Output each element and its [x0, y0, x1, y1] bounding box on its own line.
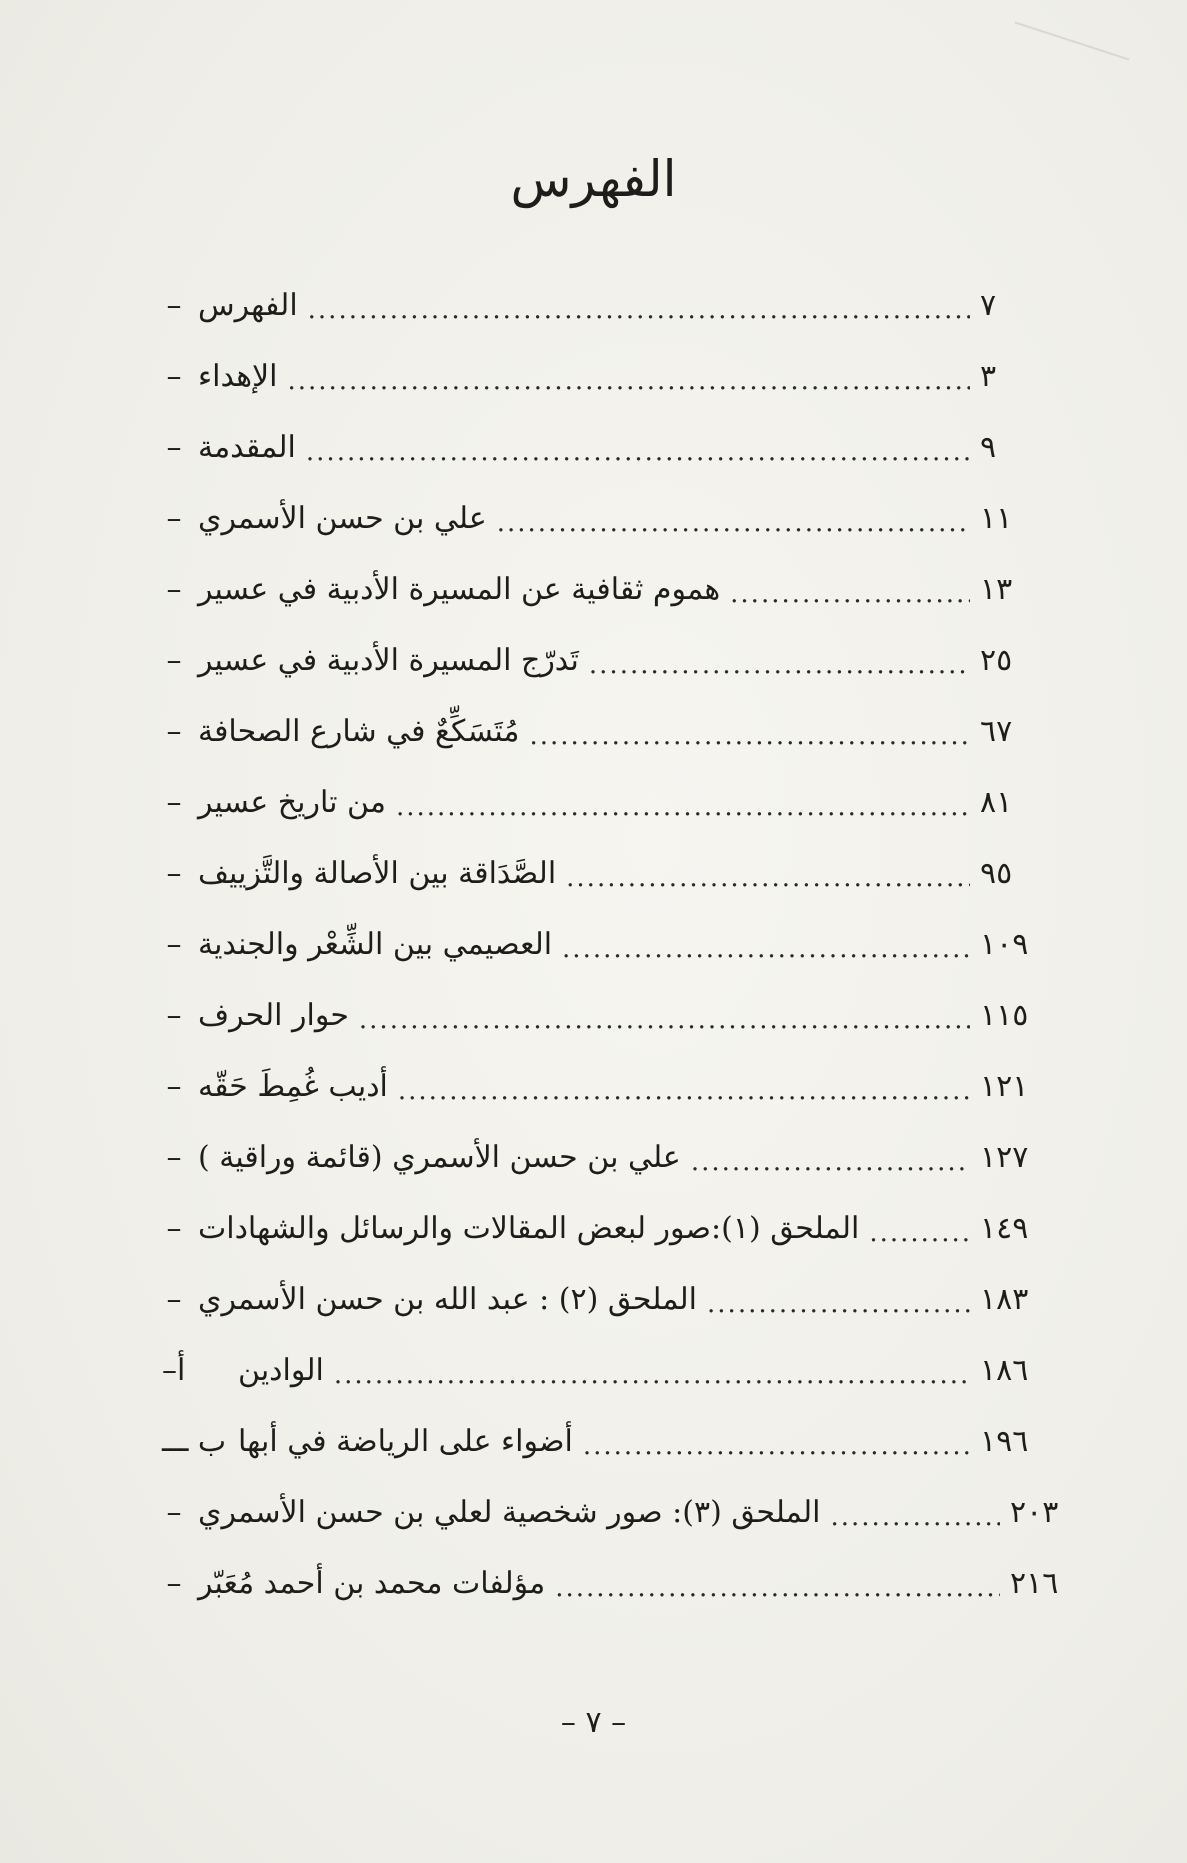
entry-title: العصيمي بين الشِّعْر والجندية [198, 927, 553, 962]
dot-leader [287, 366, 970, 396]
entry-page-number: ١٤٩ [980, 1211, 1029, 1246]
entry-letter: ب ـــ [162, 1424, 227, 1459]
entry-title: حوار الحرف [198, 998, 349, 1033]
entry-page-number: ١١ [980, 501, 1013, 536]
toc-entry [150, 1548, 1080, 1619]
dot-leader [583, 1431, 970, 1461]
table-of-contents [150, 270, 1059, 1619]
toc-entry [150, 341, 1050, 412]
entry-dash: – [166, 359, 182, 394]
entry-title: تَدرّج المسيرة الأدبية في عسير [198, 643, 579, 678]
dot-leader [730, 579, 970, 609]
entry-title: مؤلفات محمد بن أحمد مُعَبّر [198, 1566, 546, 1601]
entry-page-number: ٢٥ [980, 643, 1013, 678]
entry-dash: – [166, 927, 182, 962]
dot-leader [359, 1005, 970, 1035]
entry-page-number: ٨١ [980, 785, 1013, 820]
dot-leader [707, 1289, 970, 1319]
entry-page-number: ٩٥ [980, 856, 1013, 891]
entry-title: أديب غُمِطَ حَقّه [198, 1069, 388, 1104]
entry-dash: – [166, 856, 182, 891]
entry-page-number: ٩ [980, 430, 997, 465]
entry-title: الإهداء [198, 359, 278, 394]
entry-page-number: ٦٧ [980, 714, 1013, 749]
toc-entry [150, 483, 1050, 554]
entry-dash: – [166, 998, 182, 1033]
dot-leader [396, 792, 970, 822]
dot-leader [308, 295, 970, 325]
entry-title: الملحق (٣): صور شخصية لعلي بن حسن الأسمري [198, 1495, 821, 1530]
entry-page-number: ١٣ [980, 572, 1013, 607]
entry-title: الملحق (١):صور لبعض المقالات والرسائل والشهادات [198, 1211, 860, 1246]
toc-entry [150, 767, 1050, 838]
entry-page-number: ٧ [980, 288, 997, 323]
dot-leader [691, 1147, 970, 1177]
entry-dash: – [166, 1495, 182, 1530]
toc-entry [150, 1122, 1050, 1193]
entry-dash: – [166, 288, 182, 323]
entry-letter: أ– [162, 1353, 186, 1388]
entry-title: من تاريخ عسير [198, 785, 386, 820]
entry-title: علي بن حسن الأسمري (قائمة وراقية ) [198, 1140, 681, 1175]
entry-page-number: ١٩٦ [980, 1424, 1029, 1459]
toc-entry [150, 412, 1050, 483]
dot-leader [306, 437, 970, 467]
entry-dash: – [166, 1140, 182, 1175]
dot-leader [562, 934, 970, 964]
entry-dash: – [166, 1069, 182, 1104]
dot-leader [869, 1218, 970, 1248]
dot-leader [589, 650, 970, 680]
toc-entry [150, 270, 1050, 341]
toc-entry [150, 554, 1050, 625]
entry-page-number: ٢٠٣ [1010, 1495, 1059, 1530]
entry-title: علي بن حسن الأسمري [198, 501, 487, 536]
toc-subentry [150, 1335, 1050, 1406]
entry-dash: – [166, 501, 182, 536]
toc-entry [150, 1477, 1080, 1548]
entry-dash: – [166, 1282, 182, 1317]
toc-entry [150, 625, 1050, 696]
dot-leader [529, 721, 970, 751]
entry-page-number: ١٢٧ [980, 1140, 1029, 1175]
entry-title: الملحق (٢) : عبد الله بن حسن الأسمري [198, 1282, 698, 1317]
toc-entry [150, 909, 1050, 980]
toc-entry [150, 1264, 1050, 1335]
entry-page-number: ٢١٦ [1010, 1566, 1059, 1601]
dot-leader [555, 1573, 1000, 1603]
page-number-footer: – ٧ – [560, 1705, 627, 1740]
entry-dash: – [166, 785, 182, 820]
entry-dash: – [166, 714, 182, 749]
entry-page-number: ١٠٩ [980, 927, 1029, 962]
toc-subentry [150, 1406, 1050, 1477]
entry-page-number: ٣ [980, 359, 997, 394]
entry-title: المقدمة [198, 430, 296, 465]
toc-entry [150, 980, 1050, 1051]
entry-dash: – [166, 1211, 182, 1246]
toc-entry [150, 838, 1050, 909]
entry-page-number: ١٢١ [980, 1069, 1029, 1104]
entry-title: أضواء على الرياضة في أبها [238, 1424, 573, 1459]
entry-page-number: ١٨٣ [980, 1282, 1029, 1317]
entry-title: الصَّدَاقة بين الأصالة والتَّزييف [198, 856, 557, 891]
toc-entry [150, 696, 1050, 767]
page-title: الفهرس [510, 150, 677, 208]
toc-entry [150, 1051, 1050, 1122]
scan-mark [1015, 22, 1130, 61]
dot-leader [831, 1502, 1001, 1532]
entry-dash: – [166, 643, 182, 678]
entry-page-number: ١٨٦ [980, 1353, 1029, 1388]
entry-title: الوادين [238, 1353, 324, 1388]
entry-page-number: ١١٥ [980, 998, 1029, 1033]
dot-leader [334, 1360, 970, 1390]
dot-leader [566, 863, 970, 893]
entry-dash: – [166, 430, 182, 465]
dot-leader [497, 508, 970, 538]
dot-leader [398, 1076, 970, 1106]
entry-dash: – [166, 572, 182, 607]
entry-title: الفهرس [198, 288, 298, 323]
entry-dash: – [166, 1566, 182, 1601]
entry-title: مُتَسَكِّعٌ في شارع الصحافة [198, 714, 520, 749]
toc-entry [150, 1193, 1050, 1264]
entry-title: هموم ثقافية عن المسيرة الأدبية في عسير [198, 572, 721, 607]
